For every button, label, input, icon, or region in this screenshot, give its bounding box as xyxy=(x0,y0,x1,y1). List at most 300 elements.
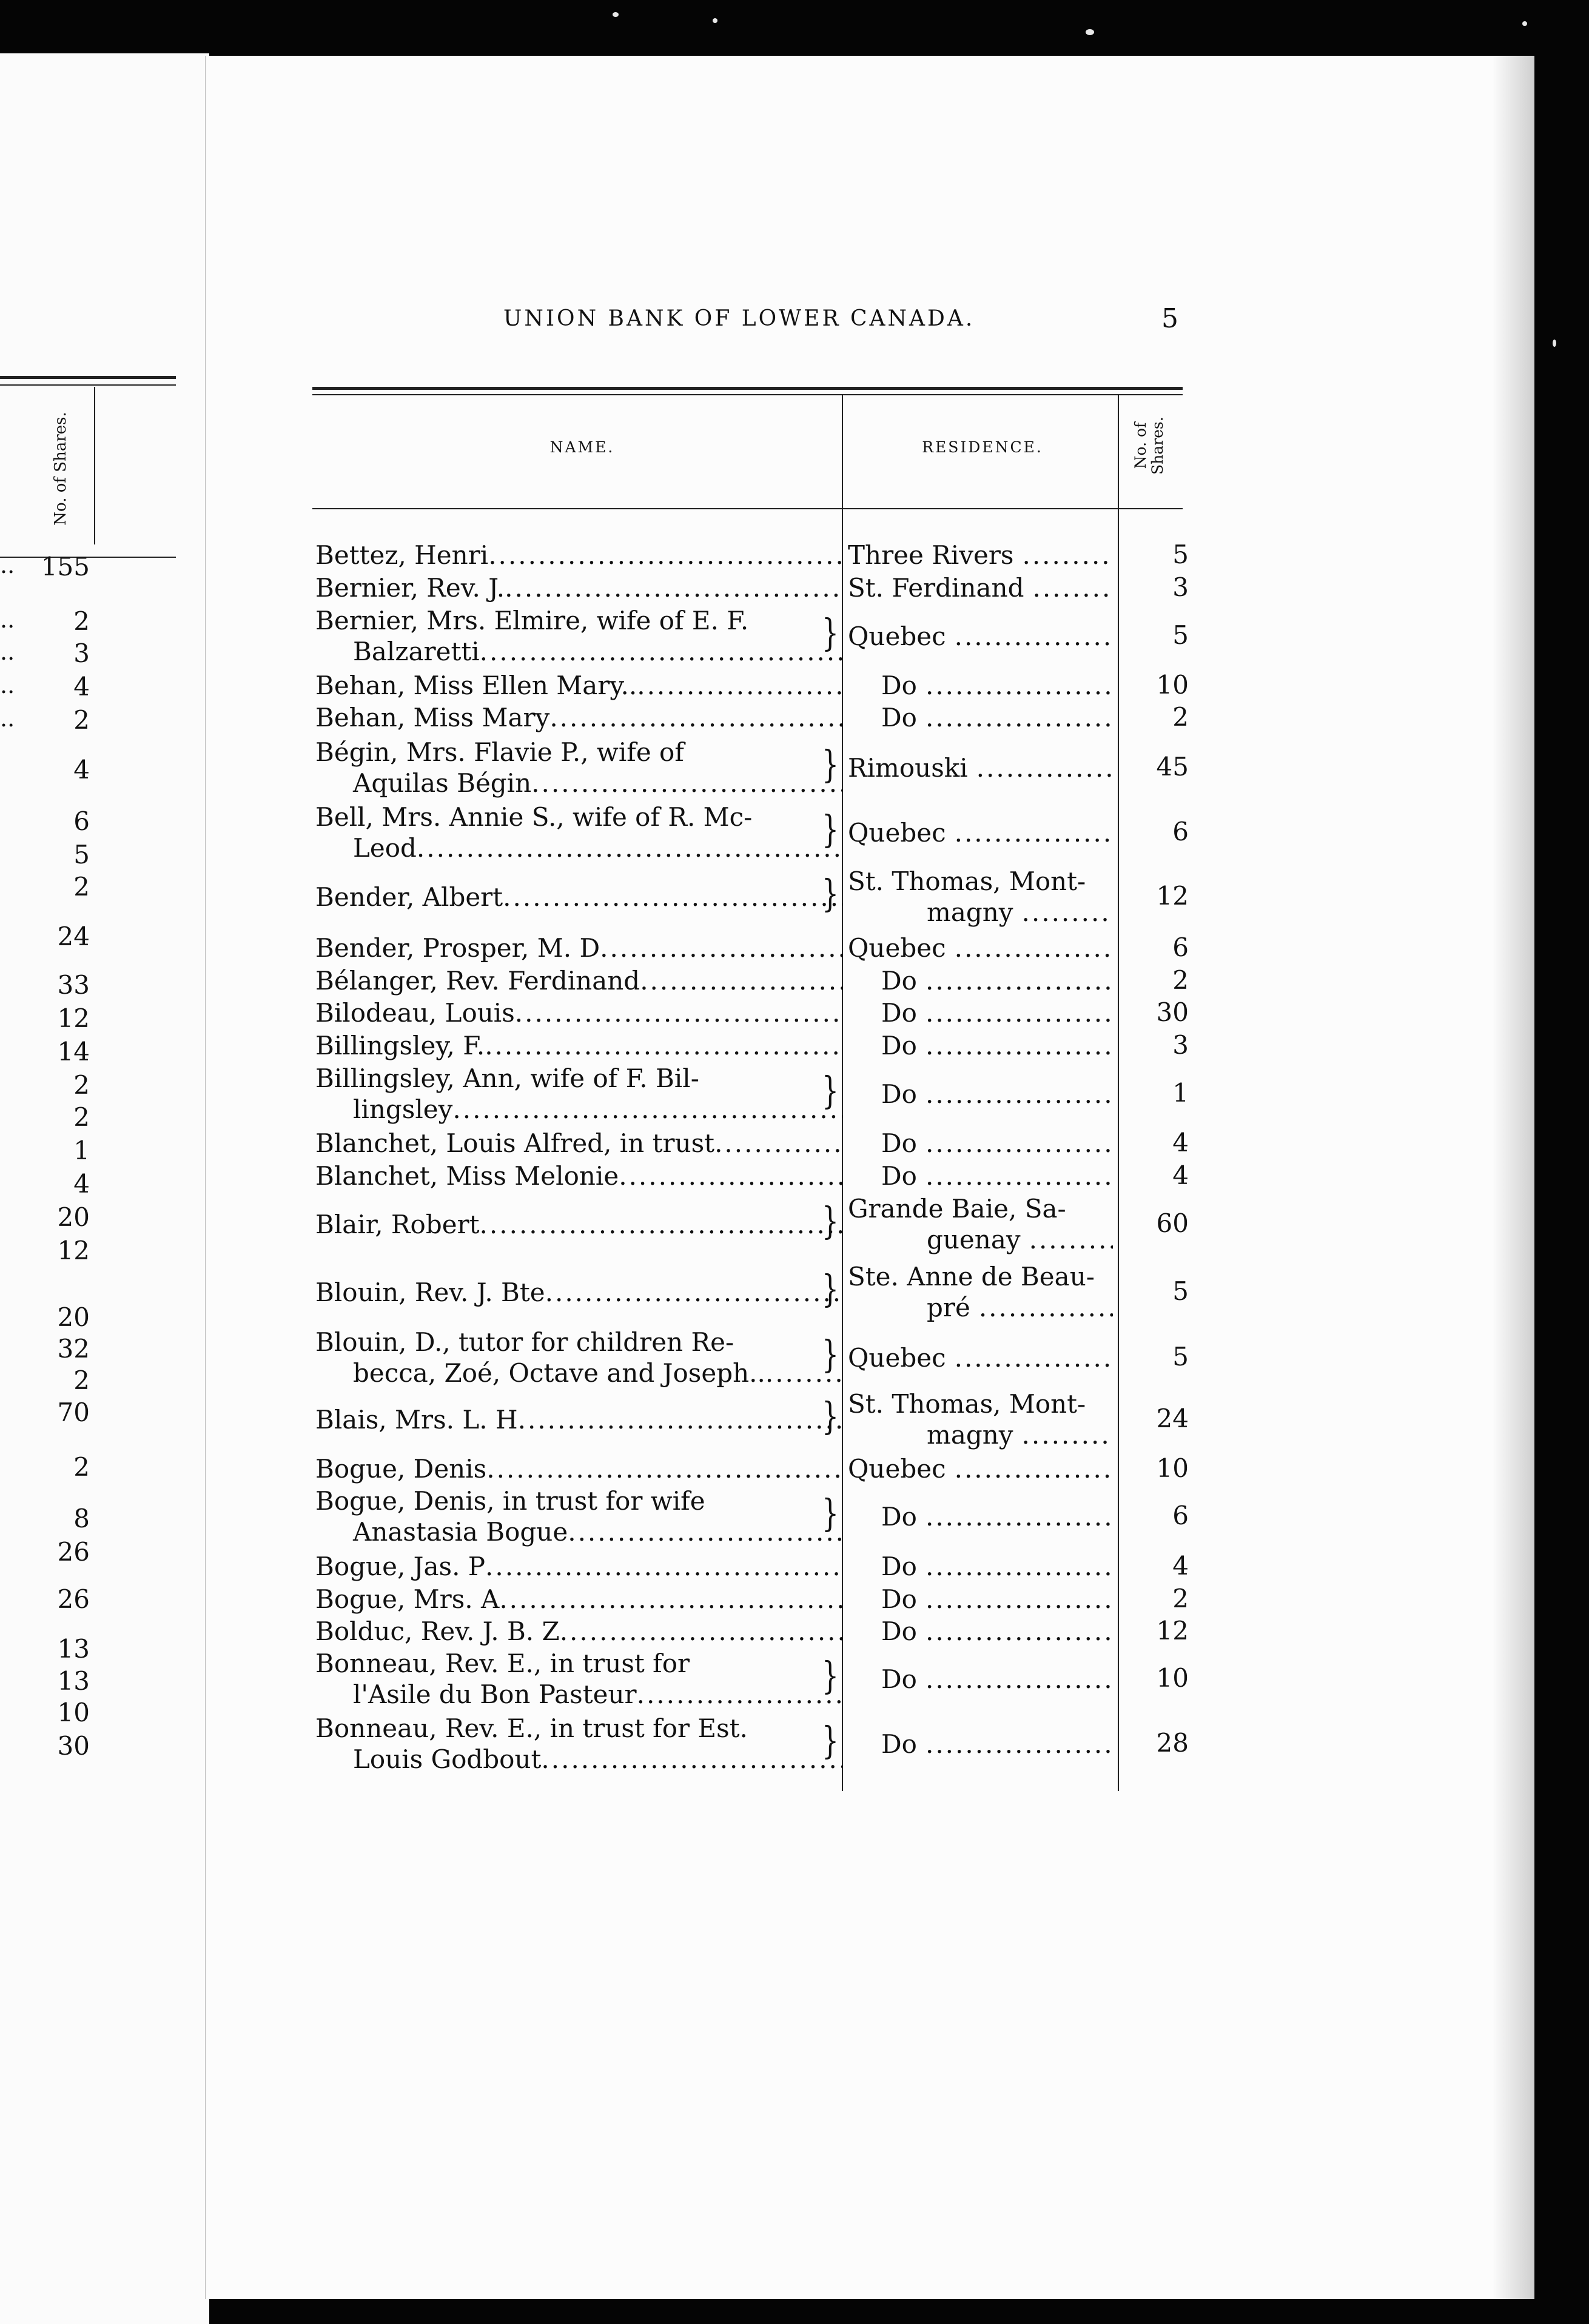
entry-residence xyxy=(848,621,1113,652)
residence-text: Do xyxy=(881,671,917,700)
residence-text: Quebec xyxy=(848,1454,946,1484)
name-text: Bernier, Mrs. Elmire, wife of E. F. xyxy=(315,606,749,635)
leader-dots xyxy=(505,572,843,603)
residence-text: Do xyxy=(881,1552,917,1581)
leader-dots xyxy=(568,1516,843,1547)
leader-dots xyxy=(1022,540,1113,571)
name-line xyxy=(315,1584,843,1615)
name-line xyxy=(315,1063,843,1094)
entry-name xyxy=(315,997,843,1028)
residence-text: St. Thomas, Mont- xyxy=(848,1389,1086,1419)
name-line xyxy=(315,572,843,603)
residence-text: Do xyxy=(881,1501,917,1532)
name-line xyxy=(315,832,843,863)
running-title: UNION BANK OF LOWER CANADA. xyxy=(503,306,975,331)
table-top-rule xyxy=(312,394,1183,395)
name-text: Anastasia Bogue xyxy=(353,1517,568,1547)
residence-line xyxy=(848,1342,1113,1373)
name-text: Louis Godbout xyxy=(353,1744,542,1774)
entry-shares: 10 xyxy=(1156,1453,1189,1483)
entry-shares: 60 xyxy=(1156,1208,1189,1238)
name-line xyxy=(315,1744,843,1775)
residence-text: guenay xyxy=(927,1225,1021,1254)
residence-line xyxy=(848,1224,1113,1255)
name-line xyxy=(315,1030,843,1061)
leader-dots xyxy=(499,1584,843,1615)
leader-dots xyxy=(503,882,843,913)
residence-line xyxy=(848,1616,1113,1647)
entry-residence xyxy=(848,1453,1113,1484)
name-line xyxy=(315,933,843,963)
entry-shares: 10 xyxy=(1156,1663,1189,1693)
leader-dots xyxy=(545,1277,843,1308)
residence-text: Quebec xyxy=(848,933,946,963)
left-shares-value: 2 xyxy=(73,705,90,735)
entry-name xyxy=(315,1160,843,1191)
name-text: Bender, Prosper, M. D xyxy=(315,933,600,963)
left-shares-value: 12 xyxy=(57,1003,90,1033)
residence-text: magny xyxy=(927,897,1013,927)
entry-shares: 5 xyxy=(1172,1342,1189,1371)
name-line xyxy=(315,1358,843,1388)
column-header-name: NAME. xyxy=(549,438,615,456)
name-text: Bell, Mrs. Annie S., wife of R. Mc- xyxy=(315,802,753,832)
name-line xyxy=(315,802,843,832)
leader-dots xyxy=(1022,897,1113,928)
entry-name xyxy=(315,572,843,603)
left-shares-value: 2 xyxy=(73,1452,90,1482)
name-line xyxy=(315,540,843,571)
leader-dots xyxy=(488,540,843,571)
leader-dots xyxy=(926,1584,1113,1615)
entry-shares: 6 xyxy=(1172,1501,1189,1530)
leader-dots xyxy=(480,636,843,667)
residence-shares-divider xyxy=(1118,395,1119,1791)
name-line xyxy=(315,670,843,701)
name-line xyxy=(315,605,843,636)
residence-text: Do xyxy=(881,1616,917,1646)
leader-dots xyxy=(549,702,843,733)
residence-line xyxy=(848,1419,1113,1450)
residence-text: magny xyxy=(927,1420,1013,1450)
residence-line xyxy=(848,621,1113,652)
leader-dots: .. xyxy=(0,705,15,732)
column-header-residence: RESIDENCE. xyxy=(922,438,1043,456)
residence-text: Do xyxy=(881,1079,917,1109)
residence-line xyxy=(848,1584,1113,1615)
residence-line xyxy=(848,1079,1113,1110)
brace: } xyxy=(822,1492,839,1536)
entry-shares: 5 xyxy=(1172,620,1189,650)
name-text: Behan, Miss Mary xyxy=(315,703,550,732)
leader-dots xyxy=(955,1453,1113,1484)
leader-dots xyxy=(486,1453,843,1484)
left-shares-value: 20 xyxy=(57,1302,90,1332)
left-shares-value: 26 xyxy=(57,1537,90,1567)
entry-residence xyxy=(848,1128,1113,1159)
entry-name xyxy=(315,1277,843,1308)
leader-dots: .. xyxy=(0,672,15,698)
name-text: lingsley xyxy=(353,1094,453,1124)
residence-text: Ste. Anne de Beau- xyxy=(848,1262,1095,1291)
name-line xyxy=(315,1453,843,1484)
name-text: Bolduc, Rev. J. B. Z xyxy=(315,1616,560,1646)
residence-text: Do xyxy=(881,1031,917,1060)
entry-shares: 3 xyxy=(1172,1030,1189,1060)
residence-text: pré xyxy=(927,1293,970,1322)
page-number: 5 xyxy=(1161,303,1178,334)
leader-dots xyxy=(640,965,843,996)
entry-residence xyxy=(848,965,1113,996)
name-text: Balzaretti xyxy=(353,637,480,666)
entry-shares: 6 xyxy=(1172,817,1189,846)
entry-shares: 10 xyxy=(1156,669,1189,700)
entry-residence xyxy=(848,572,1113,603)
entry-residence xyxy=(848,540,1113,571)
leader-dots xyxy=(926,1729,1113,1760)
left-head-rule xyxy=(0,384,176,386)
residence-line xyxy=(848,1729,1113,1760)
name-line xyxy=(315,1616,843,1647)
entry-name xyxy=(315,540,843,571)
left-head-rule xyxy=(0,376,176,379)
entry-residence xyxy=(848,1729,1113,1760)
entry-shares: 5 xyxy=(1172,539,1189,569)
entry-shares: 2 xyxy=(1172,1583,1189,1613)
entry-residence xyxy=(848,752,1113,783)
name-text: Bilodeau, Louis xyxy=(315,998,515,1028)
leader-dots xyxy=(619,1160,843,1191)
brace: } xyxy=(822,1199,839,1244)
leader-dots: .. xyxy=(0,638,15,665)
residence-line xyxy=(848,965,1113,996)
residence-text: Three Rivers xyxy=(848,540,1014,570)
entry-name xyxy=(315,1584,843,1615)
entry-residence xyxy=(848,1388,1113,1450)
name-text: Bégin, Mrs. Flavie P., wife of xyxy=(315,737,684,767)
left-page-fragment xyxy=(0,53,209,2324)
leader-dots xyxy=(926,702,1113,733)
name-text: l'Asile du Bon Pasteur xyxy=(353,1679,637,1709)
name-text: Blair, Robert xyxy=(315,1209,480,1239)
entry-name xyxy=(315,1713,843,1775)
residence-text: Do xyxy=(881,1161,917,1191)
left-column-rule xyxy=(94,387,95,544)
left-shares-value: 2 xyxy=(73,606,90,636)
left-shares-value: 30 xyxy=(57,1731,90,1761)
residence-line xyxy=(848,933,1113,963)
residence-line xyxy=(848,670,1113,701)
entry-name xyxy=(315,1209,843,1240)
entry-name xyxy=(315,933,843,963)
leader-dots xyxy=(1029,1224,1113,1255)
name-line xyxy=(315,882,843,913)
table-top-rule xyxy=(312,387,1183,390)
entry-residence xyxy=(848,1030,1113,1061)
leader-dots xyxy=(480,1209,843,1240)
left-shares-value: 13 xyxy=(57,1634,90,1664)
entry-shares: 12 xyxy=(1156,1615,1189,1646)
entry-residence xyxy=(848,1261,1113,1323)
left-shares-value: 70 xyxy=(57,1398,90,1427)
left-shares-value: 8 xyxy=(73,1504,90,1533)
left-shares-value: 10 xyxy=(57,1698,90,1727)
table-header-rule xyxy=(312,508,1183,509)
name-line xyxy=(315,737,843,768)
left-shares-value: 2 xyxy=(73,872,90,902)
entry-name xyxy=(315,1648,843,1710)
name-line xyxy=(315,1679,843,1710)
entry-name xyxy=(315,1128,843,1159)
left-shares-value: 6 xyxy=(73,806,90,836)
leader-dots xyxy=(714,1128,843,1159)
residence-line xyxy=(848,1128,1113,1159)
leader-dots xyxy=(518,1404,843,1435)
brace: } xyxy=(822,1069,839,1113)
leader-dots xyxy=(926,997,1113,1028)
entry-residence xyxy=(848,1193,1113,1255)
entry-shares: 45 xyxy=(1156,752,1189,782)
brace: } xyxy=(822,1395,839,1439)
brace: } xyxy=(822,1333,839,1377)
entry-shares: 4 xyxy=(1172,1160,1189,1190)
brace: } xyxy=(822,1654,839,1698)
name-line xyxy=(315,1551,843,1582)
left-shares-value: 2 xyxy=(73,1102,90,1132)
entry-shares: 2 xyxy=(1172,702,1189,732)
entry-shares: 28 xyxy=(1156,1728,1189,1758)
name-text: Bélanger, Rev. Ferdinand xyxy=(315,966,640,996)
entry-name xyxy=(315,1453,843,1484)
residence-line xyxy=(848,1193,1113,1224)
scan-speck xyxy=(1522,21,1527,26)
name-text: Blanchet, Louis Alfred, in trust xyxy=(315,1128,715,1158)
leader-dots: .. xyxy=(0,552,15,578)
residence-line xyxy=(848,1292,1113,1323)
leader-dots xyxy=(485,1030,843,1061)
entry-shares: 12 xyxy=(1156,881,1189,911)
brace: } xyxy=(822,872,839,916)
entry-shares: 3 xyxy=(1172,572,1189,602)
left-shares-value: 4 xyxy=(73,755,90,785)
left-shares-value: 4 xyxy=(73,672,90,702)
name-line xyxy=(315,1277,843,1308)
name-text: Blanchet, Miss Melonie xyxy=(315,1161,619,1191)
name-text: Behan, Miss Ellen Mary.. xyxy=(315,671,637,700)
residence-line xyxy=(848,540,1113,571)
residence-text: Quebec xyxy=(848,1342,946,1373)
page-edge-shadow xyxy=(1492,56,1534,2299)
residence-line xyxy=(848,897,1113,928)
name-text: Bonneau, Rev. E., in trust for xyxy=(315,1649,690,1678)
name-text: Billingsley, Ann, wife of F. Bil- xyxy=(315,1063,699,1093)
entry-shares: 30 xyxy=(1156,997,1189,1027)
residence-line xyxy=(848,1501,1113,1532)
name-text: Bernier, Rev. J. xyxy=(315,573,505,603)
residence-text: Do xyxy=(881,1584,917,1614)
leader-dots xyxy=(637,1679,843,1710)
leader-dots xyxy=(955,817,1113,848)
entry-name xyxy=(315,605,843,667)
residence-text: Rimouski xyxy=(848,752,968,783)
name-text: Leod xyxy=(353,833,417,863)
leader-dots xyxy=(976,752,1113,783)
leader-dots xyxy=(485,1551,843,1582)
leader-dots xyxy=(926,1030,1113,1061)
brace: } xyxy=(822,1719,839,1763)
name-line xyxy=(315,1160,843,1191)
left-shares-value: 4 xyxy=(73,1169,90,1199)
leader-dots xyxy=(955,1342,1113,1373)
left-shares-value: 14 xyxy=(57,1037,90,1067)
scan-speck xyxy=(613,12,619,17)
residence-line xyxy=(848,1388,1113,1419)
name-text: Bogue, Denis, in trust for wife xyxy=(315,1486,705,1516)
entry-name xyxy=(315,1404,843,1435)
entry-residence xyxy=(848,1616,1113,1647)
name-text: Bonneau, Rev. E., in trust for Est. xyxy=(315,1713,748,1743)
residence-text: Quebec xyxy=(848,817,946,848)
name-line xyxy=(315,636,843,667)
residence-text: Do xyxy=(881,1128,917,1158)
entry-residence xyxy=(848,997,1113,1028)
residence-text: Grande Baie, Sa- xyxy=(848,1194,1066,1224)
leader-dots: .. xyxy=(0,606,15,633)
residence-text: Do xyxy=(881,966,917,996)
residence-text: Do xyxy=(881,1664,917,1694)
name-text: Blais, Mrs. L. H xyxy=(315,1404,518,1435)
residence-line xyxy=(848,866,1113,897)
left-shares-value: 155 xyxy=(41,552,90,581)
left-shares-value: 2 xyxy=(73,1365,90,1395)
entry-name xyxy=(315,670,843,701)
left-shares-value: 1 xyxy=(73,1136,90,1165)
leader-dots xyxy=(926,1160,1113,1191)
residence-line xyxy=(848,702,1113,733)
left-shares-header: No. of Shares. xyxy=(52,412,70,526)
name-line xyxy=(315,768,843,799)
name-line xyxy=(315,1327,843,1358)
leader-dots xyxy=(979,1292,1113,1323)
entry-name xyxy=(315,1030,843,1061)
left-shares-value: 2 xyxy=(73,1070,90,1100)
residence-line xyxy=(848,997,1113,1028)
entry-shares: 24 xyxy=(1156,1404,1189,1433)
leader-dots xyxy=(637,670,843,701)
name-line xyxy=(315,1485,843,1516)
entry-name xyxy=(315,802,843,863)
entry-residence xyxy=(848,1342,1113,1373)
entry-name xyxy=(315,1485,843,1547)
leader-dots xyxy=(1022,1419,1113,1450)
entry-residence xyxy=(848,1551,1113,1582)
entry-residence xyxy=(848,933,1113,963)
residence-text: St. Thomas, Mont- xyxy=(848,866,1086,896)
leader-dots xyxy=(926,1128,1113,1159)
entry-shares: 6 xyxy=(1172,932,1189,962)
name-text: Blouin, Rev. J. Bte xyxy=(315,1277,545,1307)
residence-line xyxy=(848,572,1113,603)
entry-name xyxy=(315,882,843,913)
entry-residence xyxy=(848,866,1113,928)
name-text: Aquilas Bégin xyxy=(353,768,532,798)
residence-line xyxy=(848,752,1113,783)
leader-dots xyxy=(955,933,1113,963)
name-line xyxy=(315,1713,843,1744)
leader-dots xyxy=(926,670,1113,701)
entry-shares: 4 xyxy=(1172,1127,1189,1157)
entry-shares: 1 xyxy=(1172,1078,1189,1108)
leader-dots xyxy=(560,1616,843,1647)
residence-text: Quebec xyxy=(848,621,946,651)
residence-line xyxy=(848,1160,1113,1191)
leader-dots xyxy=(926,1501,1113,1532)
entry-residence xyxy=(848,1079,1113,1110)
residence-line xyxy=(848,1664,1113,1695)
entry-name xyxy=(315,1551,843,1582)
brace: } xyxy=(822,743,839,787)
leader-dots xyxy=(926,1616,1113,1647)
name-text: becca, Zoé, Octave and Joseph.. xyxy=(353,1358,765,1388)
residence-line xyxy=(848,1030,1113,1061)
residence-line xyxy=(848,817,1113,848)
entry-shares: 2 xyxy=(1172,965,1189,995)
left-shares-value: 3 xyxy=(73,638,90,668)
entry-residence xyxy=(848,1160,1113,1191)
entry-residence xyxy=(848,817,1113,848)
scan-speck xyxy=(1553,340,1556,347)
scan-speck xyxy=(713,18,717,23)
leader-dots xyxy=(926,1079,1113,1110)
column-header-shares: No. of Shares. xyxy=(1132,417,1166,475)
name-line xyxy=(315,1648,843,1679)
residence-text: Do xyxy=(881,998,917,1028)
entry-name xyxy=(315,702,843,733)
entry-name xyxy=(315,737,843,799)
residence-line xyxy=(848,1453,1113,1484)
entry-shares: 4 xyxy=(1172,1550,1189,1581)
leader-dots xyxy=(531,768,843,799)
name-line xyxy=(315,1094,843,1125)
residence-text: St. Ferdinand xyxy=(848,573,1024,603)
name-text: Blouin, D., tutor for children Re- xyxy=(315,1327,734,1357)
name-line xyxy=(315,997,843,1028)
name-line xyxy=(315,1516,843,1547)
brace: } xyxy=(822,808,839,852)
brace: } xyxy=(822,611,839,655)
leader-dots xyxy=(541,1744,843,1775)
residence-line xyxy=(848,1551,1113,1582)
entry-residence xyxy=(848,1501,1113,1532)
entry-name xyxy=(315,1063,843,1125)
leader-dots xyxy=(417,832,843,863)
leader-dots xyxy=(926,1664,1113,1695)
entry-name xyxy=(315,1616,843,1647)
entry-name xyxy=(315,965,843,996)
entry-residence xyxy=(848,1584,1113,1615)
name-text: Bogue, Denis xyxy=(315,1454,487,1484)
left-shares-value: 20 xyxy=(57,1202,90,1232)
entry-shares: 5 xyxy=(1172,1276,1189,1306)
left-shares-value: 13 xyxy=(57,1666,90,1696)
entry-residence xyxy=(848,1664,1113,1695)
residence-text: Do xyxy=(881,703,917,732)
left-shares-value: 24 xyxy=(57,922,90,951)
left-shares-value: 5 xyxy=(73,840,90,869)
entry-name xyxy=(315,1327,843,1388)
leader-dots xyxy=(452,1094,843,1125)
leader-dots xyxy=(955,621,1113,652)
